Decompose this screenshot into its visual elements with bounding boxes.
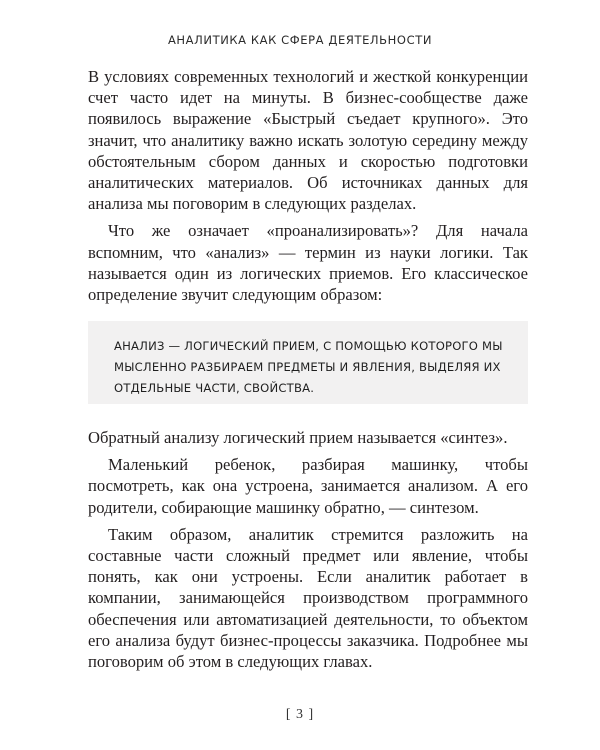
definition-text: АНАЛИЗ — ЛОГИЧЕСКИЙ ПРИЕМ, С ПОМОЩЬЮ КОТОРОГО МЫ МЫСЛЕННО РАЗБИРАЕМ ПРЕДМЕТЫ И ЯВЛЕНИЯ, ВЫДЕЛЯЯ ИХ ОТДЕЛЬНЫЕ ЧАСТИ, СВОЙСТВА. [114, 339, 503, 395]
definition-callout [88, 321, 528, 404]
paragraph-analysis-question: Что же означает «проанализировать»? Для начала вспомним, что «анализ» — термин из науки логики. Так называется один из логических приемов. Его классическое определение звучит следующим образом: [88, 221, 528, 305]
paragraph-analyst-role: Таким образом, аналитик стремится разложить на составные части сложный предмет или явление, чтобы понять, как они устроены. Если аналитик работает в компании, занимающейся производством программного обеспечения или автоматизацией деятельности, то объектом его анализа будут бизнес-процессы заказчика. Подробнее мы поговорим об этом в следующих главах. [88, 524, 528, 672]
page-number: [ 3 ] [285, 707, 315, 722]
paragraph-child-example: Маленький ребенок, разбирая машинку, чтобы посмотреть, как она устроена, занимается анализом. А его родители, собирающие машинку обратно, — синтезом. [88, 455, 528, 517]
paragraph-synthesis: Обратный анализу логический прием называется «синтез». [88, 428, 508, 447]
body-text-top [88, 66, 528, 305]
body-text-bottom [88, 427, 528, 672]
paragraph-speed: В условиях современных технологий и жесткой конкуренции счет часто идет на минуты. В бизнес-сообществе даже появилось выражение «Быстрый съедает крупного». Это значит, что аналитику важно искать золотую середину между обстоятельным сбором данных и скоростью подготовки аналитических материалов. Об источниках данных для анализа мы поговорим в следующих разделах. [88, 67, 528, 214]
running-header: АНАЛИТИКА КАК СФЕРА ДЕЯТЕЛЬНОСТИ [167, 33, 433, 47]
